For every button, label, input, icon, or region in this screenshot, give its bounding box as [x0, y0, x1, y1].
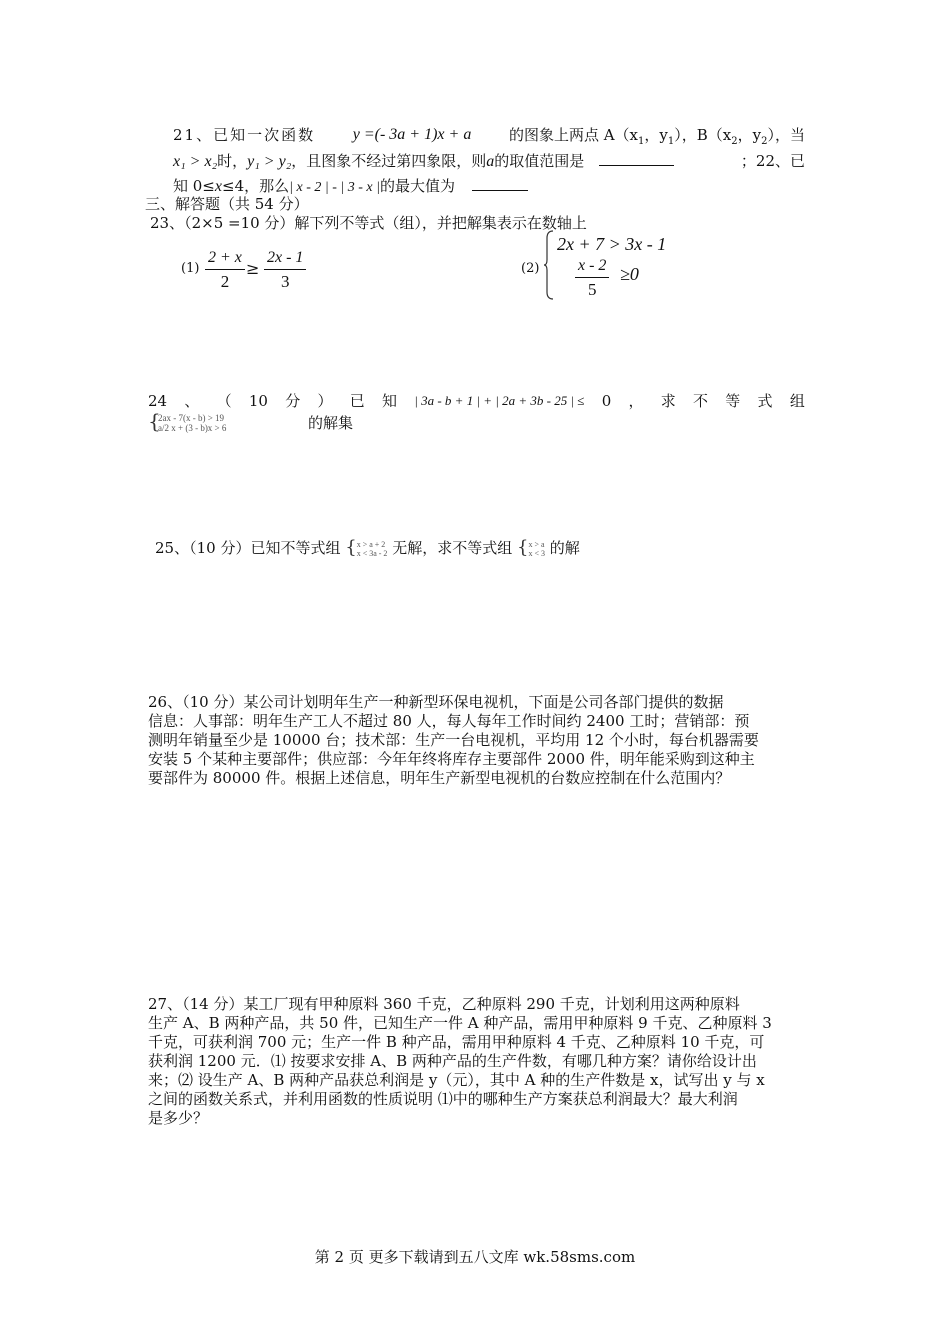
q24-word: （ [216, 392, 232, 410]
q24-tail: 的解集 [308, 414, 354, 432]
q24-word: 已 [349, 392, 365, 410]
q26-line: 安装 5 个某种主要部件；供应部：今年年终将库存主要部件 2000 件，明年能采购到这种主 [148, 750, 755, 768]
q25-sys-c: x > a [528, 540, 545, 549]
q25-sys-d: x < 3 [528, 549, 545, 558]
q23-part1-relation: ≥ [246, 259, 260, 278]
q24-system-brace: { [148, 409, 161, 433]
q24-word: 不 [693, 392, 709, 410]
q22-prefix: 知 0≤ [173, 177, 215, 195]
q25-system-1 [357, 540, 388, 558]
q24-word: ） [317, 392, 333, 410]
q23-part1-left-fraction [205, 247, 245, 294]
q22-mid: ≤4，那么 [222, 177, 290, 195]
q21-when: 时， [217, 152, 248, 170]
q25-line [155, 538, 580, 558]
q26-line: 测明年销量至少是 10000 台；技术部：生产一台电视机，平均用 12 个小时，每台机器需要 [148, 731, 759, 749]
q21-function: y =(- 3a + 1)x + a [352, 126, 472, 143]
q25-prefix: 25、（10 分）已知不等式组 [155, 539, 341, 557]
q21-separator: ；22、已 [740, 152, 805, 170]
q25-brace-1: { [345, 537, 357, 558]
q21-prefix: 21、已知一次函数 [173, 126, 316, 144]
q27-line: 千克，可获利润 700 元；生产一件 B 种产品，需用甲种原料 4 千克、乙种原料 10 千克，可 [148, 1033, 765, 1051]
q24-word: 等 [725, 392, 741, 410]
q24-line1 [148, 391, 805, 411]
q27-line: 来；⑵ 设生产 A、B 两种产品获总利润是 y（元），其中 A 种的生产件数是 x，试写出 y 与 x [148, 1071, 765, 1089]
q22-x: x [214, 178, 222, 195]
q24-word: 分 [285, 392, 301, 410]
q27-line: 生产 A、B 两种产品，共 50 件，已知生产一件 A 种产品，需用甲种原料 9 千克、乙种原料 3 [148, 1014, 772, 1032]
q25-brace-2: { [517, 537, 529, 558]
q24-system [158, 413, 226, 433]
q25-sys-a: x > a + 2 [356, 540, 386, 549]
q27-line: 是多少？ [148, 1109, 209, 1127]
q24-word: 知 [382, 392, 398, 410]
q24-word: 组 [789, 392, 805, 410]
q21-points: 的图象上两点 $A(x_1$，$y_1$），$B(x_2$，$y_2$），当 [508, 126, 805, 147]
q21-line1 [173, 125, 805, 152]
q27-line: 之间的函数关系式，并利用函数的性质说明 ⑴中的哪种生产方案获总利润最大？最大利润 [148, 1090, 738, 1108]
q27-line: 27、（14 分）某工厂现有甲种原料 360 千克，乙种原料 290 千克，计划利用这两种原料 [148, 995, 740, 1013]
q24-system-line1: 2ax - 7(x - b) > 19 [158, 413, 225, 423]
q25-sys-b: x < 3a - 2 [356, 549, 388, 558]
q24-word: 式 [757, 392, 773, 410]
q23-part2-label: (2) [521, 261, 540, 276]
q23-p2-num: x - 2 [575, 255, 609, 278]
q26-paragraph [148, 693, 808, 788]
q24-word: ， [628, 392, 644, 410]
q21-answer-blank [599, 151, 674, 166]
q23-part1-right-fraction [264, 247, 306, 294]
q21-a: a [486, 153, 495, 170]
q21-condition-y: y₁ > y₂ [247, 153, 292, 170]
q24-system-line2: a/2 x + (3 - b)x > 6 [158, 423, 227, 433]
q26-line: 信息：人事部：明年生产工人不超过 80 人，每人每年工作时间约 2400 工时；营销部：预 [148, 712, 750, 730]
q26-line: 26、（10 分）某公司计划明年生产一种新型环保电视机，下面是公司各部门提供的数据 [148, 693, 724, 711]
q23-part1-label: (1) [181, 261, 200, 276]
q27-paragraph [148, 995, 808, 1128]
q25-suffix: 的解 [549, 539, 580, 557]
q24-word: 10 [248, 392, 268, 410]
brace-icon [544, 230, 554, 300]
q23-part2-relation: ≥0 [620, 264, 639, 284]
q22-expression: | x - 2 | - | 3 - x | [289, 180, 380, 195]
q24-number: 24 [148, 392, 168, 410]
page-footer: 第 2 页 更多下载请到五八文库 wk.58sms.com [314, 1248, 636, 1266]
q23-part2-line1: 2x + 7 > 3x - 1 [557, 234, 667, 254]
q23-p1-left-num: 2 + x [205, 247, 245, 270]
q24-word: 0 [601, 392, 612, 410]
q24-expression: | 3a - b + 1 | + | 2a + 3b - 25 | ≤ [414, 393, 585, 408]
q23-p1-left-den: 2 [220, 272, 230, 291]
q21-cond-text: ，且图象不经过第四象限，则 [291, 152, 487, 170]
q21-line2 [173, 151, 805, 172]
q24-word: 求 [660, 392, 676, 410]
q23-p1-right-den: 3 [280, 272, 290, 291]
q25-system-2 [528, 540, 545, 558]
q23-p1-right-num: 2x - 1 [264, 247, 306, 270]
q23-part2-brace [544, 230, 554, 300]
q24-word: 、 [184, 392, 200, 410]
q23-p2-den: 5 [587, 280, 597, 299]
section-3-heading: 三、解答题（共 54 分） [145, 195, 309, 213]
q26-line: 要部件为 80000 件。根据上述信息，明年生产新型电视机的台数应控制在什么范围内？ [148, 769, 731, 787]
q23-part2-fraction [575, 255, 609, 302]
q23-title: 23、（2×5 =10 分）解下列不等式（组），并把解集表示在数轴上 [150, 214, 587, 232]
q21-range-text: 的取值范围是 [494, 152, 585, 170]
q21-condition-x: x₁ > x₂ [173, 153, 218, 170]
q22-answer-blank [472, 176, 528, 191]
q27-line: 获利润 1200 元．⑴ 按要求安排 A、B 两种产品的生产件数，有哪几种方案？请你给设计出 [148, 1052, 757, 1070]
q25-middle: 无解，求不等式组 [392, 539, 513, 557]
q22-post: 的最大值为 [379, 177, 455, 195]
